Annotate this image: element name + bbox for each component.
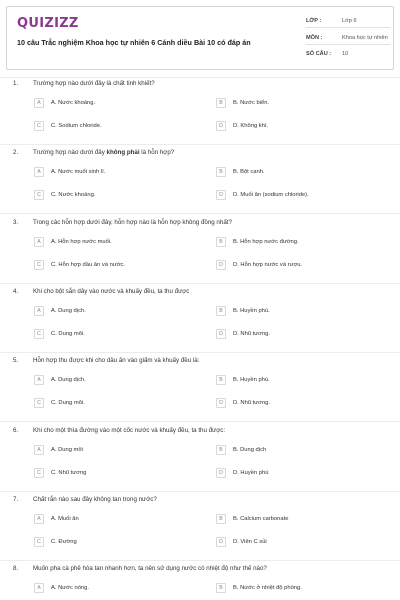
option-letter-box[interactable]: D [216, 260, 226, 270]
meta-key: LỚP : [306, 18, 322, 24]
option-letter-box[interactable]: A [34, 445, 44, 455]
question-number: 5. [13, 357, 19, 365]
option-letter-box[interactable]: C [34, 329, 44, 339]
question-text [33, 80, 155, 87]
option-label: C. Nước khoáng. [51, 192, 96, 199]
option-letter-box[interactable]: B [216, 306, 226, 316]
question-item [0, 80, 400, 152]
option-letter-box[interactable]: B [216, 375, 226, 385]
meta-key: MÔN : [306, 35, 323, 41]
option-letter-box[interactable]: C [34, 537, 44, 547]
option-label: B. Nước ở nhiệt độ phòng. [233, 585, 302, 592]
question-number: 4. [13, 287, 19, 295]
option-letter-box[interactable]: C [34, 121, 44, 131]
option-label: B. Hỗn hợp nước đường. [233, 238, 299, 245]
option-label: C. Đường [51, 538, 77, 545]
option-label: A. Hỗn hợp nước muối. [51, 238, 112, 245]
question-number: 8. [13, 565, 19, 573]
option-letter-box[interactable]: B [216, 98, 226, 108]
meta-key: SỐ CÂU : [306, 51, 332, 57]
question-emphasis: không phải [106, 149, 140, 157]
question-number: 2. [13, 149, 19, 157]
option-letter-box[interactable]: A [34, 98, 44, 108]
option-letter-box[interactable]: D [216, 329, 226, 339]
question-number: 6. [13, 426, 19, 434]
meta-value: Lớp 6 [342, 18, 357, 24]
divider [0, 144, 400, 145]
question-item [0, 427, 400, 499]
question-item [0, 219, 400, 291]
option-letter-box[interactable]: C [34, 398, 44, 408]
divider [0, 352, 400, 353]
option-letter-box[interactable]: B [216, 237, 226, 247]
option-label: D. Nhũ tương. [233, 400, 271, 407]
divider [0, 491, 400, 492]
question-item [0, 565, 400, 600]
divider [0, 213, 400, 214]
option-label: A. Dung dịch. [51, 307, 86, 314]
option-label: C. Dung môi. [51, 400, 85, 407]
meta-value: Khoa học tự nhiên [342, 35, 388, 41]
option-label: D. Muối ăn (sodium chloride). [233, 192, 309, 199]
question-item [0, 496, 400, 568]
meta-divider [306, 27, 390, 28]
quizizz-logo: QUIZIZZ [17, 16, 79, 31]
question-item [0, 149, 400, 221]
divider [0, 560, 400, 561]
question-text-part: Khi cho bột sắn dây vào nước và khuấy đều, ta thu được [33, 287, 190, 295]
page-title: 10 câu Trắc nghiệm Khoa học tự nhiên 6 Cánh diều Bài 10 có đáp án [17, 38, 251, 47]
option-letter-box[interactable]: B [216, 167, 226, 177]
option-label: B. Huyền phù. [233, 377, 270, 384]
option-letter-box[interactable]: D [216, 121, 226, 131]
question-text [33, 149, 174, 156]
option-label: B. Calcium carbonate [233, 515, 289, 522]
question-text [33, 219, 232, 226]
question-text-part: Khi cho một thìa đường vào một cốc nước và khuấy đều, ta thu được: [33, 426, 226, 434]
option-letter-box[interactable]: C [34, 190, 44, 200]
option-label: A. Dung dịch. [51, 377, 86, 384]
option-letter-box[interactable]: B [216, 514, 226, 524]
option-letter-box[interactable]: A [34, 514, 44, 524]
question-text [33, 496, 157, 503]
divider [0, 77, 400, 78]
option-label: D. Huyền phù [233, 469, 269, 476]
divider [0, 283, 400, 284]
question-text-part: Trường hợp nào dưới đây [33, 149, 107, 157]
question-text [33, 565, 267, 572]
question-number: 1. [13, 80, 19, 87]
option-letter-box[interactable]: D [216, 398, 226, 408]
option-letter-box[interactable]: D [216, 537, 226, 547]
option-letter-box[interactable]: D [216, 468, 226, 478]
option-label: B. Dung dịch [233, 446, 267, 453]
option-letter-box[interactable]: A [34, 375, 44, 385]
option-letter-box[interactable]: A [34, 306, 44, 316]
question-text-part: Muốn pha cà phê hòa tan nhanh hơn, ta nên sử dụng nước có nhiệt độ như thế nào? [33, 565, 267, 573]
option-label: D. Không khí. [233, 123, 269, 129]
question-text-part: Trường hợp nào dưới đây là chất tinh khiết? [33, 80, 155, 87]
option-label: C. Dung môi. [51, 330, 85, 337]
option-label: D. Hỗn hợp nước và rượu. [233, 261, 303, 268]
question-item [0, 288, 400, 360]
option-letter-box[interactable]: B [216, 445, 226, 455]
option-label: D. Viên C sủi [233, 538, 267, 545]
question-text [33, 427, 225, 434]
option-label: B. Huyền phù. [233, 307, 270, 314]
option-label: A. Muối ăn [51, 515, 79, 522]
meta-divider [306, 44, 390, 45]
option-letter-box[interactable]: A [34, 237, 44, 247]
option-label: A. Nước khoáng. [51, 100, 96, 106]
option-label: B. Bột canh. [233, 169, 265, 176]
option-letter-box[interactable]: A [34, 583, 44, 593]
question-text-part: là hỗn hợp? [139, 149, 175, 157]
option-letter-box[interactable]: A [34, 167, 44, 177]
option-label: B. Nước biển. [233, 100, 270, 106]
option-label: A. Dung môi [51, 446, 83, 453]
question-text-part: Chất rắn nào sau đây không tan trong nước? [33, 495, 157, 503]
option-letter-box[interactable]: C [34, 468, 44, 478]
option-label: A. Nước muối sinh lí. [51, 169, 106, 176]
meta-value: 10 [342, 51, 349, 57]
question-number: 7. [13, 495, 19, 503]
divider [0, 421, 400, 422]
option-label: C. Nhũ tương [51, 469, 87, 476]
option-letter-box[interactable]: D [216, 190, 226, 200]
worksheet-header [6, 6, 394, 70]
option-label: D. Nhũ tương. [233, 330, 271, 337]
option-label: A. Nước nóng. [51, 585, 89, 592]
option-letter-box[interactable]: B [216, 583, 226, 593]
question-text-part: Hỗn hợp thu được khi cho dầu ăn vào giấm và khuấy đều là: [33, 357, 200, 365]
question-text [33, 288, 189, 295]
question-number: 3. [13, 218, 19, 226]
question-item [0, 357, 400, 429]
option-label: C. Sodium chloride. [51, 123, 102, 129]
option-letter-box[interactable]: C [34, 260, 44, 270]
question-text-part: Trong các hỗn hợp dưới đây, hỗn hợp nào là hỗn hợp không đồng nhất? [33, 218, 232, 226]
option-label: C. Hỗn hợp dầu ăn và nước. [51, 261, 126, 268]
question-text [33, 357, 199, 364]
